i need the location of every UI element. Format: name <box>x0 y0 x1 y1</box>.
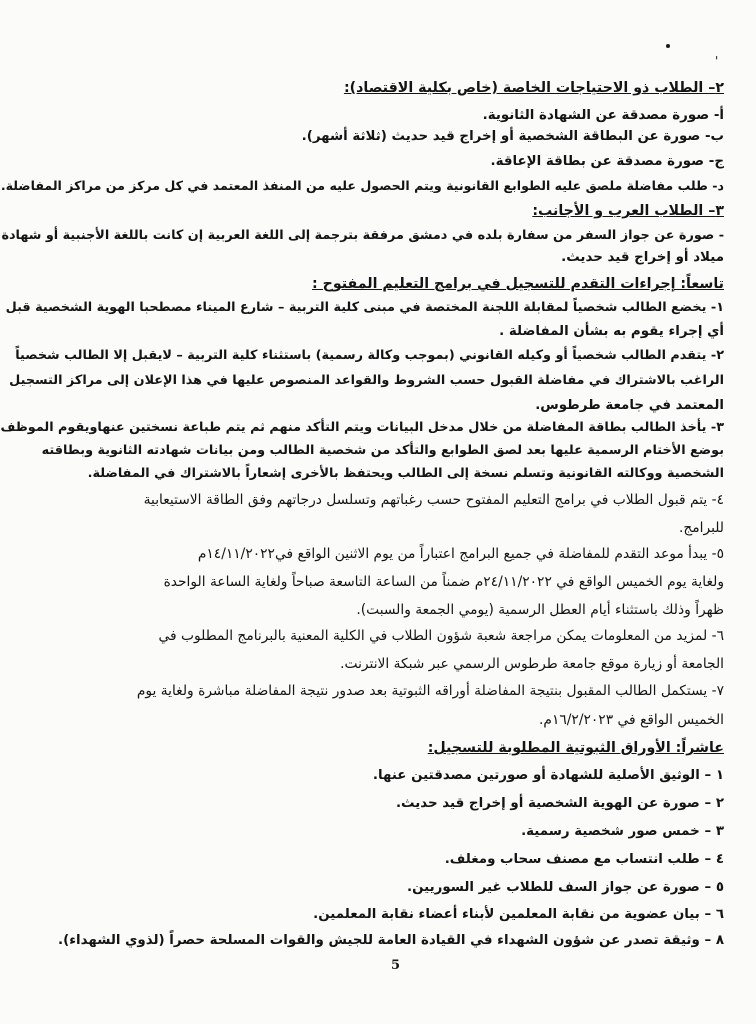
req-line: د- طلب مفاضلة ملصق عليه الطوابع القانونية ويتم الحصول عليه من المنفذ المعتمد في كل مركز من مراكز المفاضلة. <box>0 178 724 193</box>
req-line: ب- صورة عن البطاقة الشخصية أو إخراج قيد حديث (ثلاثة أشهر). <box>301 129 724 144</box>
document-item: ١ – الوثيق الأصلية للشهادة أو صورتين مصدقتين عنها. <box>372 768 724 783</box>
heading-registration-procedures <box>85 274 724 294</box>
scan-mark: ' <box>715 54 719 68</box>
document-item: ٣ – خمس صور شخصية رسمية. <box>521 824 724 839</box>
procedure-line: ٣- يأخذ الطالب بطاقة المفاضلة من خلال مدخل البيانات ويتم التأكد منهم ثم يتم طباعة نسختين عنهاويقوم الموظف <box>0 420 724 435</box>
heading-text: عاشراً: الأوراق الثبوتية المطلوبة للتسجيل: <box>427 740 724 756</box>
procedure-line: المعتمد في جامعة طرطوس. <box>535 398 724 413</box>
procedure-line: ظهراً وذلك باستثناء أيام العطل الرسمية (يومي الجمعة والسبت). <box>356 602 724 618</box>
procedure-line: الراغب بالاشتراك في مفاضلة القبول حسب الشروط والقواعد المنصوص عليها في هذا الإعلان إلى مراكز التسجيل <box>9 373 724 388</box>
document-item: ٤ – طلب انتساب مع مصنف سحاب ومغلف. <box>444 852 724 867</box>
procedure-line: ١- يخضع الطالب شخصياً لمقابلة اللجنة المختصة في مبنى كلية التربية – شارع الميناء مصطحبا الهوية الشخصية قبل <box>5 300 724 315</box>
document-item: ٥ – صورة عن جواز السف للطلاب غير السوريين. <box>407 880 724 895</box>
procedure-line: الشخصية ووكالته القانونية وتسلم نسخة إلى الطالب ويحتفظ بالأخرى إشعاراً بالاشتراك في المفاضلة. <box>87 466 724 481</box>
heading-text: ٢– الطلاب ذو الاحتياجات الخاصة (خاص بكلية الاقتصاد): <box>343 80 724 96</box>
heading-required-documents <box>85 738 724 758</box>
document-item: ٦ – بيان عضوية من نقابة المعلمين لأبناء أعضاء نقابة المعلمين. <box>313 907 724 922</box>
procedure-line: ٤- يتم قبول الطلاب في برامج التعليم المفتوح حسب رغباتهم وتسلسل درجاتهم وفق الطاقة الاستيعابية <box>143 492 724 508</box>
procedure-line: ٢- يتقدم الطالب شخصياً أو وكيله القانوني (بموجب وكالة رسمية) باستثناء كلية التربية – لايقبل إلا الطالب شخصياً <box>15 348 724 363</box>
procedure-line: أي إجراء يقوم به بشأن المفاضلة . <box>499 324 724 339</box>
procedure-line: للبرامج. <box>678 520 724 536</box>
document-item: ٨ – وثيقة تصدر عن شؤون الشهداء في القيادة العامة للجيش والقوات المسلحة حصراً (لذوي الشهداء). <box>57 933 724 948</box>
procedure-line: ٦- لمزيد من المعلومات يمكن مراجعة شعبة شؤون الطلاب في الكلية المعنية بالبرنامج المطلوب في <box>158 628 724 644</box>
procedure-line: الخميس الواقع في ١٦/٢/٢٠٢٣م. <box>539 712 724 728</box>
procedure-line: الجامعة أو زيارة موقع جامعة طرطوس الرسمي عبر شبكة الانترنت. <box>340 656 724 672</box>
heading-foreign-students <box>85 201 724 221</box>
heading-text: ٣– الطلاب العرب و الأجانب: <box>532 203 724 219</box>
req-line: أ- صورة مصدقة عن الشهادة الثانوية. <box>482 108 724 123</box>
heading-text: تاسعاً: إجراءات التقدم للتسجيل في برامج التعليم المفتوح : <box>312 276 724 292</box>
procedure-line: ٧- يستكمل الطالب المقبول بنتيجة المفاضلة أوراقه الثبوتية بعد صدور نتيجة المفاضلة مباشرة ولغاية يوم <box>136 683 724 699</box>
req-line: ميلاد أو إخراج قيد حديث. <box>561 250 724 265</box>
procedure-line: بوضع الأختام الرسمية عليها بعد لصق الطوابع والتأكد من شخصية الطالب ومن بيانات شهادته الثانوية وبطاقته <box>41 443 724 458</box>
procedure-line: ٥- يبدأ موعد التقدم للمفاضلة في جميع البرامج اعتباراً من يوم الاثنين الواقع في١٤/١١/٢٠٢٢م <box>197 546 724 562</box>
req-line: ج- صورة مصدقة عن بطاقة الإعاقة. <box>490 154 724 169</box>
page-number: 5 <box>390 958 401 973</box>
heading-special-needs <box>85 78 724 98</box>
scan-speck <box>666 44 670 48</box>
procedure-line: ولغاية يوم الخميس الواقع في ٢٤/١١/٢٠٢٢م ضمناً من الساعة التاسعة صباحاً ولغاية الساعة الواحدة <box>163 574 724 590</box>
req-line: - صورة عن جواز السفر من سفارة بلده في دمشق مرفقة بترجمة إلى اللغة العربية إن كانت باللغة الأجنبية أو شهادة <box>1 228 724 243</box>
document-item: ٢ – صورة عن الهوية الشخصية أو إخراج قيد حديث. <box>395 796 724 811</box>
